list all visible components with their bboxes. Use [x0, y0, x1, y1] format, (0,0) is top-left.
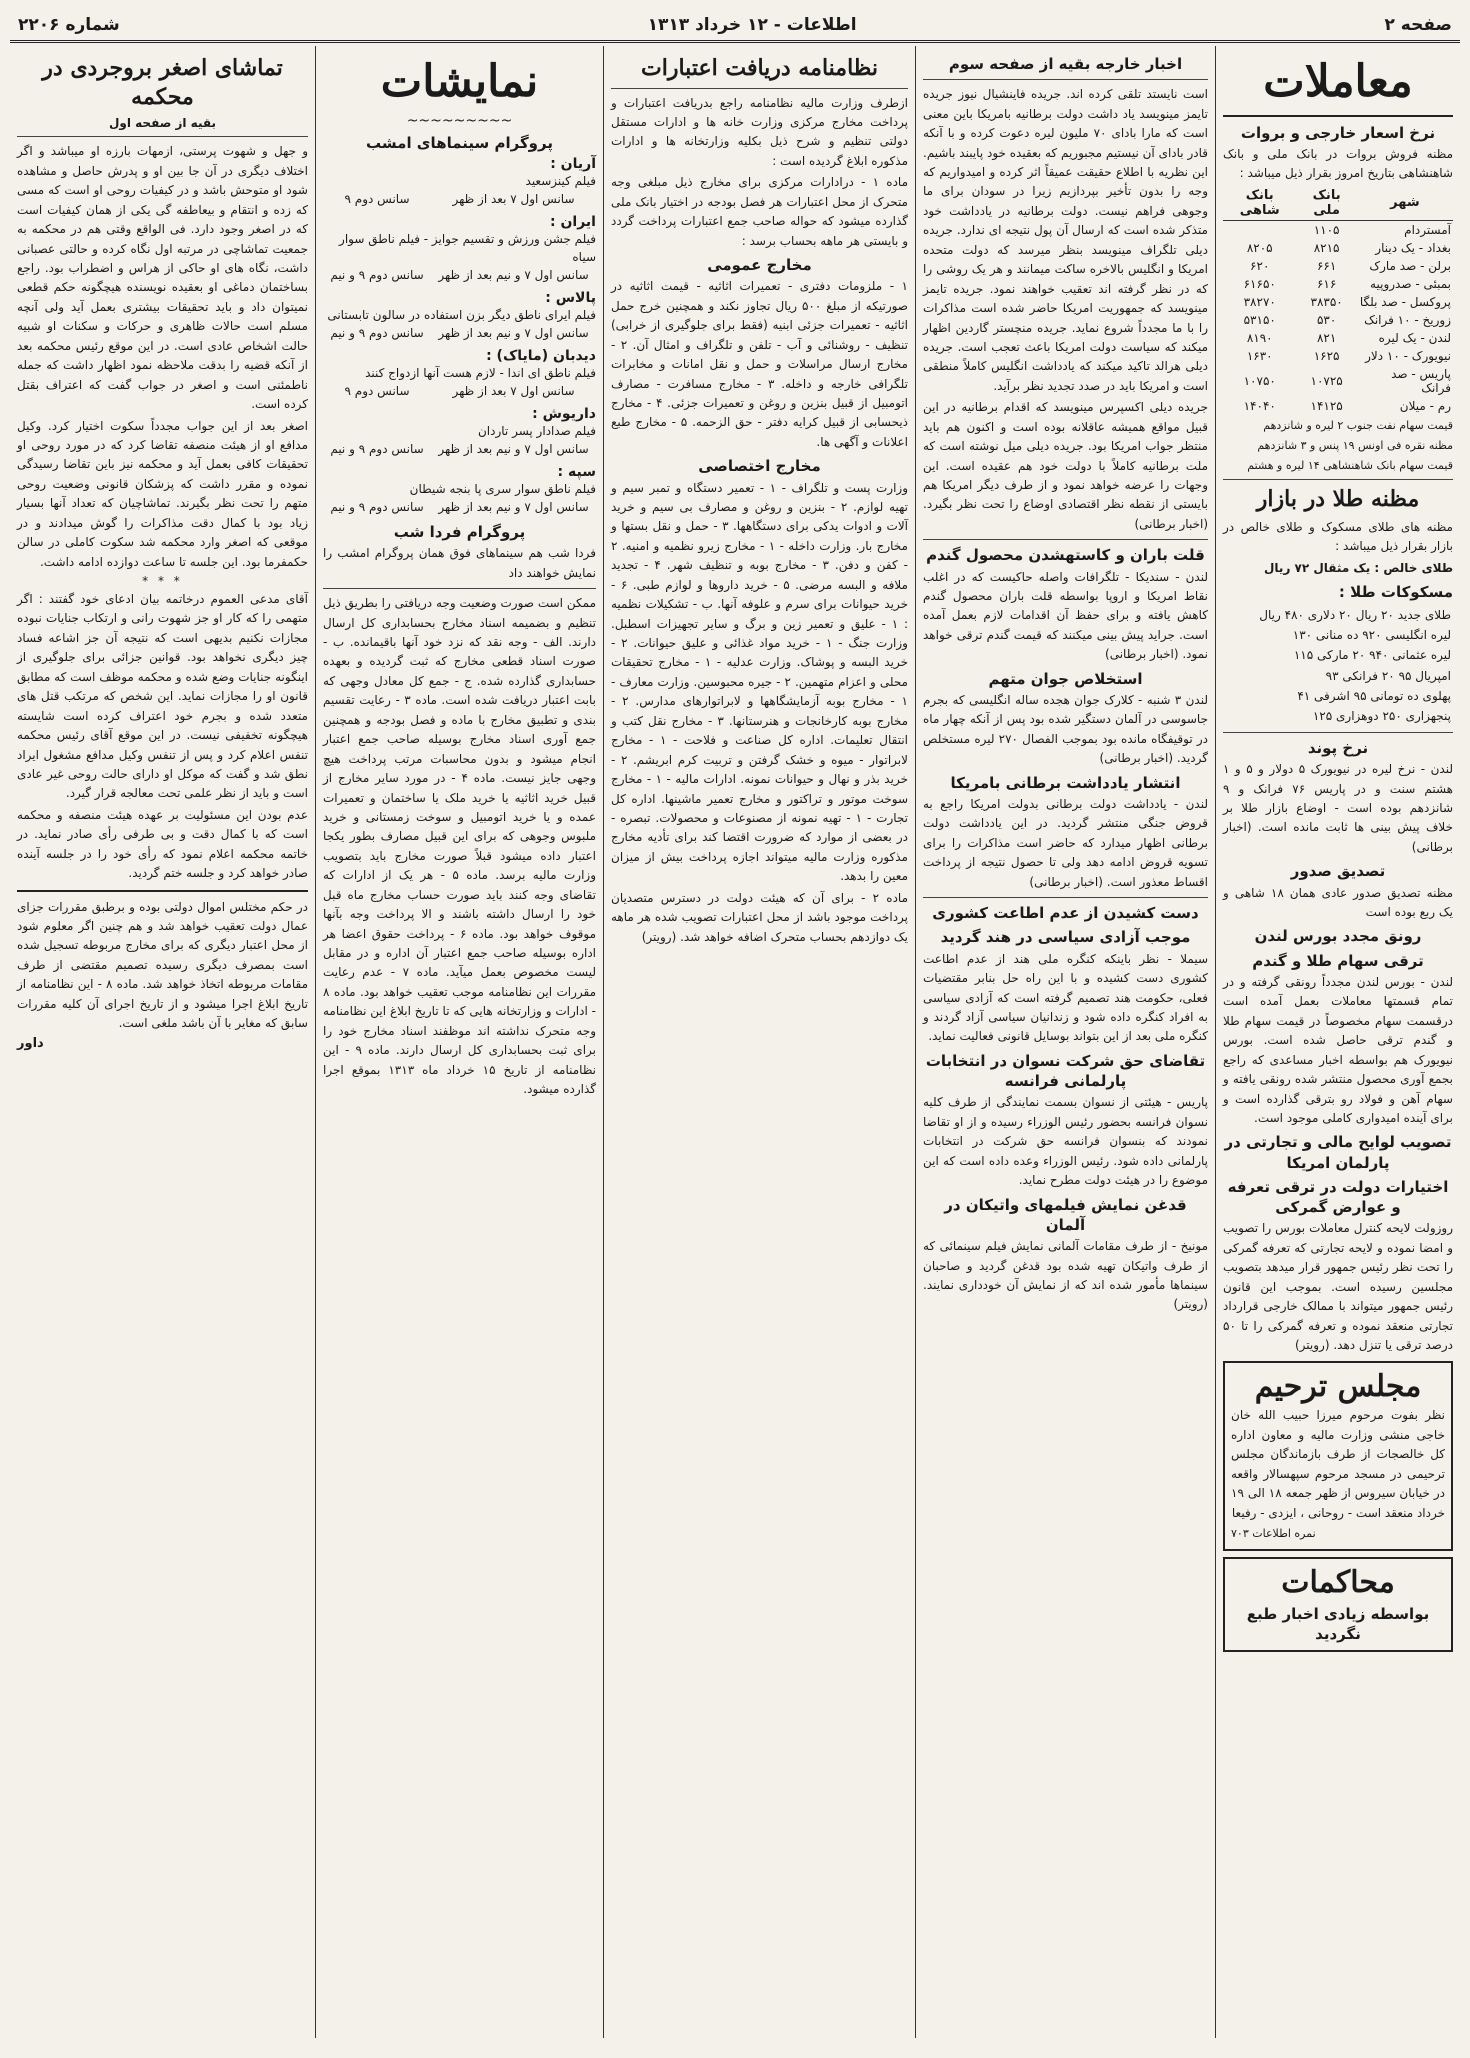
women-text: پاریس - هیئتی از نسوان بسمت نمایندگی از طرف کلیه نسوان فرانسه بحضور رئیس الوزراء رسیده و از او تقاضا نمودند که بنسوان فرانسه حق شرکت در انتخابات پارلمانی داده شود. رئیس الوزراء وعده داده است که این موضوع را در هیئت دولت مطرح نماید. [923, 1095, 1208, 1188]
regulation-continued: ممکن است صورت وضعیت وجه دریافتی را بطریق ذیل تنظیم و بضمیمه اسناد مخارج بحسابداری کل ارسال دارند. الف - وجه نقد که نزد خود آنها باقیمانده. ب - صورت اسناد قطعی مخارج که ثبت گردیده و بعهده حسابداری گذارده شده. ج - جمع کل معادل وجهی که بابت اعتبار دریافت شده است. ماده ۳ - رعایت تقسیم بندی و تطبیق مخارج با ماده و فصل بودجه و همچنین جمع آوری اسناد مخارج بوسیله صاحب جمع اعتبار انجام میشود و بدون محاسبات مرتب پرداخت هیچ وجهی جایز نیست. ماده ۴ - در مورد سایر مخارج از قبیل خرید اثاثیه یا خرید ملک یا ساختمان و تعمیرات عمده و یا خرید اتومبیل و سوخت زمستانی و خرید ملبوس وجوهی که برای این قبیل مصارف بطور یکجا اعتبار داده میشود قبلاً صورت مخارج باید بتصویب وزارت مالیه برسد. ماده ۵ - هر یک از ادارات که تقاضای وجه کنند باید صورت حساب مخارج ماه قبل خود را ارسال داشته باشند و الا پرداخت وجه بآنها موقوف خواهد بود. ماده ۶ - پرداخت حقوق اعضا هر اداره بوسیله صاحب جمع اعتبار آن اداره و در مقابل لیست مخصوص بعمل میآید. ماده ۷ - عدم رعایت مقررات این نظامنامه موجب تعقیب خواهد بود. ماده ۸ - ادارات و وزارتخانه هایی که تا تاریخ ابلاغ این نظامنامه وجه متحرک نداشته اند موظفند اسناد مخارج خود را برای ثبت بحسابداری کل ارسال دارند. ماده ۹ - این نظامنامه از تاریخ ۱۵ خرداد ماه ۱۳۱۳ بموقع اجرا گذارده میشود. [323, 596, 597, 1097]
trade-title: تصویب لوایح مالی و تجارتی در پارلمان امریکا [1224, 1133, 1452, 1172]
memorial-ref: نمره اطلاعات ۷۰۳ [1231, 1527, 1316, 1541]
rates-row [1223, 347, 1453, 365]
rate-value: ۵۳۰ [1316, 312, 1337, 327]
rates-header: شهر [1357, 186, 1453, 221]
foreign-section-head: اخبار خارجه بقیه از صفحه سوم [948, 55, 1183, 73]
rate-value: ۱۰۷۵۰ [1243, 373, 1276, 388]
india-text: سیملا - نظر باینکه کنگره ملی هند از عدم اطاعت کشوری دست کشیده و با این راه حل بنابر مقتضیات فعلی، حکومت هند تصمیم گرفته است که آزادی سیاسی به افراد کنگره داده شود و زندانیان سیاسی آزاد گردند و کنگره ملی بعد از این بتواند بوسایل قانونی فعالیت نماید. [923, 951, 1208, 1044]
cinema-times [323, 382, 596, 400]
cinema-item [323, 406, 596, 458]
rates-row [1223, 239, 1453, 257]
rates-row [1223, 220, 1453, 239]
vatican-film-text: مونیخ - از طرف مقامات آلمانی نمایش فیلم سینمائی که از طرف واتیکان تهیه شده بود قدغن گردید و صاحبان سینماها مأمور شده اند که از نمایش آن خودداری نمایند. (رویتر) [923, 1239, 1208, 1312]
memorial-title: مجلس ترحیم [1254, 1369, 1422, 1405]
rate-city: آمستردام [1404, 222, 1451, 237]
rate-value: ۸۲۱۵ [1313, 240, 1340, 255]
signature: داور [17, 1035, 44, 1051]
rate-value: ۶۶۱ [1316, 258, 1337, 273]
showtime: سانس دوم ۹ و نیم [330, 326, 424, 341]
rate-city: بمبئی - صدروپیه [1370, 276, 1451, 291]
rates-row [1223, 365, 1453, 397]
rate-value: ۱۴۰۴۰ [1243, 398, 1276, 413]
coin-row: پنجهزاری ۲۵۰ دوهزاری ۱۲۵ [1312, 709, 1451, 724]
bourse-text: لندن - بورس لندن مجدداً رونقی گرفته و در تمام قسمتها معاملات بعمل آمده است درقسمت سهام مخصوصاً در قیمت سهام طلا و گندم ترقی حاصل شده است. بورس نیویورک هم بواسطه اخبار مساعدی که راجع بجمع آوری محصول منتشر شده رونقی یافته و سهام آهن و فولاد رو بترقی گذارده است و برای آینده امیدواری کاملی موجود است. [1223, 974, 1453, 1125]
regulation-article: ماده ۱ - درادارات مرکزی برای مخارج ذیل مبلغی وجه متحرک از محل اعتبارات هر فصل بودجه در اختیار بانک ملی گذارده میشود که حواله صاحب جمع اعتبارات پرداخت گردد و بایستی هر ماهه بحساب برسد : [611, 175, 908, 248]
spy-title: استخلاص جوان متهم [988, 669, 1143, 688]
tomorrow-title: پروگرام فردا شب [393, 523, 526, 542]
rate-value: ۳۸۲۷۰ [1243, 294, 1276, 309]
general-expenses: ۱ - ملزومات دفتری - تعمیرات اثاثیه - قیمت اثاثیه در صورتیکه از مبلغ ۵۰۰ ریال تجاوز نکند و همچنین خرج حمل اثاثیه - تعمیرات جزئی ابنیه (فقط برای جلوگیری از خرابی) تنظیف - روشنائی و آب - تلفن و تلگراف و امثال آن. ۲ - مخارج ارسال مراسلات و حمل و نقل امانات و مخابرات تلگرافی خارجه و داخله. ۳ - مخارج مسافرت - مصارف اتومبیل از قبیل بنزین و روغن و تعمیرات جزئی. ۴ - مخارج ذیحسابی از قبیل کرایه دفتر - حق الزحمه. ۵ - مخارج طبع اعلانات و آگهی ها. [611, 279, 909, 449]
column-transactions [1215, 46, 1460, 2038]
rate-city: لندن - یک لیره [1378, 330, 1451, 345]
rate-value: ۶۱۶ [1316, 276, 1337, 291]
divider [611, 88, 908, 89]
rates-header: بانک شاهی [1223, 186, 1296, 221]
coin-row: لیره عثمانی ۹۴۰ ۲۰ مارکی ۱۱۵ [1293, 648, 1451, 663]
rates-row [1223, 397, 1453, 415]
wheat-title: قلت باران و کاستهشدن محصول گندم [926, 546, 1205, 565]
rate-value: ۳۸۳۵۰ [1310, 294, 1343, 309]
newspaper-page [10, 10, 1460, 2038]
memo-title: انتشار یادداشت برطانی بامریکا [950, 773, 1181, 792]
memorial-text: نظر بفوت مرحوم میرزا حبیب الله خان خاجی منشی وزارت مالیه و معاون اداره کل خالصجات از طرف بازماندگان مجلس ترحیمی در مسجد مرحوم سپهسالار واقعه در خیابان سیروس از ظهر جمعه ۱۸ الی ۱۹ خرداد منعقد است - روحانی ، ایزدی - رفیعا [1231, 1408, 1445, 1520]
cinema-item [323, 214, 596, 284]
spy-text: لندن ۳ شنبه - کلارک جوان هجده ساله انگلیسی که بجرم جاسوسی در آلمان دستگیر شده بود پس از آنکه چهار ماه در توقیفگاه مانده بود بموجب الفصال ۲۷۰ لیره مستخلص گردید. (اخبار برطانی) [923, 693, 1208, 766]
rate-value: ۶۱۶۵۰ [1243, 276, 1276, 291]
divider [923, 539, 1208, 540]
confirm-title: تصدیق صدور [1290, 862, 1386, 881]
cinema-times [323, 324, 596, 342]
court-para: اصغر بعد از این جواب مجدداً سکوت اختیار کرد. وکیل مدافع او از هیئت منصفه تقاضا کرد که در مورد روحی او تحقیقات کافی بعمل آید و محکمه نیز باین تقاضا رسیدگی نموده و مقرر داشت که پزشکان قانونی وضعیت روحی متهم را تحت نظر بگیرند. تماشاچیان که تعداد آنها بسیار زیاد بود با کمال دقت مذاکرات را گوش میدادند و در موقعی که اصغر وارد محکمه شد سکوت کاملی در سالن حکمفرما بود. این جلسه تا ساعت دوازده ادامه داشت. [17, 418, 308, 569]
gold-title: مظنه طلا در بازار [1256, 486, 1420, 513]
column-foreign-news [915, 46, 1215, 2038]
divider [17, 136, 308, 137]
divider [923, 79, 1208, 80]
india-title: دست کشیدن از عدم اطاعت کشوری [932, 904, 1199, 923]
showtime: سانس اول ۷ و نیم بعد از ظهر [438, 500, 589, 515]
program-title: پروگرام سینماهای امشب [366, 133, 553, 152]
rate-value: ۸۲۱ [1316, 330, 1337, 345]
general-expenses-title: مخارج عمومی [707, 256, 812, 275]
showtime: سانس دوم ۹ و نیم [330, 442, 424, 457]
special-expenses-title: مخارج اختصاصی [698, 457, 821, 476]
bond-text: لندن - نرخ لیره در نیویورک ۵ دولار و ۵ و ۱ هشتم سنت و در پاریس ۷۶ فرانک و ۹ شانزدهم بوده است - اوضاع بازار طلا بر خلاف پیش بینی ها ثابت مانده است. (اخبار برطانی) [1223, 762, 1454, 854]
column-court [10, 46, 315, 2038]
vatican-film-title: قدغن نمایش فیلمهای واتیکان در آلمان [944, 1195, 1187, 1234]
rate-value: ۶۲۰ [1250, 258, 1270, 273]
showtime: سانس اول ۷ و نیم بعد از ظهر [438, 442, 589, 457]
cinema-item [323, 464, 596, 516]
column-shows [315, 46, 603, 2038]
cinema-film: فیلم ایرای ناطق دیگر بزن استفاده در سالون تابستانی [327, 308, 596, 323]
divider [1223, 479, 1453, 480]
continued-note: بقیه از صفحه اول [108, 116, 216, 131]
court-title: تماشای اصغر بروجردی در محکمه [42, 55, 283, 110]
showtime: سانس دوم ۹ [344, 384, 410, 399]
showtime: سانس دوم ۹ و نیم [330, 500, 424, 515]
showtime: سانس دوم ۹ و نیم [330, 268, 424, 283]
cinema-name: ایران : [550, 214, 596, 231]
tomorrow-text: فردا شب هم سینماهای فوق همان پروگرام امشب را نمایش خواهند داد [323, 546, 596, 580]
rate-value [1223, 220, 1296, 239]
divider [923, 897, 1208, 898]
rates-header-row [1223, 186, 1453, 221]
memorial-box [1223, 1361, 1453, 1550]
exchange-rates-table [1223, 186, 1453, 415]
rate-city: نیویورک - ۱۰ دلار [1365, 348, 1451, 363]
coin-row: طلای جدید ۲۰ ریال ۲۰ دلاری ۴۸۰ ریال [1259, 607, 1451, 622]
rates-row [1223, 293, 1453, 311]
bourse-title: رونق مجدد بورس لندن [1254, 927, 1422, 946]
rates-intro: مظنه فروش بروات در بانک ملی و بانک شاهنشاهی بتاریخ امروز بقرار ذیل میباشد : [1223, 147, 1453, 181]
showtime: سانس اول ۷ بعد از ظهر [452, 192, 575, 207]
rate-value: ۱۰۷۲۵ [1310, 373, 1343, 388]
special-expenses: وزارت پست و تلگراف - ۱ - تعمیر دستگاه و تمبر سیم و تهیه لوازم. ۲ - بنزین و روغن و مصارف بی سیم و خرید آلات و ادوات یدکی برای دستگاهها. ۳ - حمل و نقل بستها و مخارج بار. وزارت داخله - ۱ - مخارج زیرو نظمیه و امنیه. ۲ - کفن و دفن. ۳ - مخارج بوبه و تنظیف شهر. ۴ - تجدید ملافه و البسه مرضی. ۵ - خرید داروها و لوازم طبی. ۶ - خرید حیوانات برای سرم و علوفه آنها. ب - تشکیلات نظمیه : ۱ - علیق و تعمیر زین و برگ و سایر تجهیزات اسطبل. وزارت جنگ - ۱ - خرید مواد غذائی و علیق حیوانات. ۲ - خرید البسه و پوشاک. وزارت عدلیه - ۱ - مخارج تحقیقات محلی و اعزام متهمین. ۲ - جیره محبوسین. وزارت معارف - ۱ - مخارج بوبه آزمایشگاهها و لابراتوارهای مدارس. ۲ - مخارج بوبه کارخانجات و هنرستانها. ۳ - مخارج نقل کتب و انتقال تعلیمات. اداره کل صناعت و فلاحت - ۱ - مخارج لابراتوار - میوه و خشک گرفتن و تربیت کرم ابریشم. ۲ - خرید بذر و نهال و حیوانات نمونه. ادارات مالیه - ۱ - مخارج سوخت موتور و تراکتور و مخارج تعمیر ماشینها. اداره کل تجارت - ۱ - تهیه نمونه از مصنوعات و محصولات. تبصره - در بعضی از موارد که ضرورت اقتضا کند برای تأدیه مخارج مذکوره وزارت مالیه میتواند اجازه پرداخت بیش از میزان معین را بدهد. [611, 480, 909, 884]
pure-gold: طلای خالص : یک مثقال ۷۲ ریال [1264, 560, 1453, 575]
rate-city: برلن - صد مارک [1369, 258, 1451, 273]
cinema-film: فیلم کینزسعید [525, 174, 596, 189]
rate-value: ۱۱۰۵ [1313, 222, 1340, 237]
india-subtitle: موجب آزادی سیاسی در هند گردید [940, 928, 1191, 947]
courts-title: محاکمات [1281, 1564, 1395, 1600]
bank-shares: قیمت سهام بانک شاهنشاهی ۱۴ لیره و هشتم [1247, 458, 1453, 472]
foreign-para: است نایستد تلقی کرده اند. جریده فاینشیال نیوز جریده تایمز مینویسد یاد داشت دولت برطانیه بامریکا باین معنی است که مارا بادای ۷۰ ملیون لیره دعوت کرده و با آنکه قادر بادای آن نیستیم مجبوریم که بعقیده خود پایبند باشیم. این نظریه با اطلاع حقیقت عمیقاً اثر کرده و امیدواریم که وجه را بدون تأخیر بپردازیم زیرا در سودان برای ما وجوهی فراهم نیست. دولت برطانیه در یادداشت خود متذکر شده است که ارسال آن پول نتیجه ای ندارد. جریده دیلی تلگراف مینویسد بنظر میرسد که دولت متحده امریکا و انگلیس بالاخره ساکت میمانند و هر یک روشی را که در نظر گرفته اند تعقیب خواهند نمود. جریده تایمز مینویسد که جمهوریت امریکا حاضر شده است مذاکرات را با ما مجدداً شروع نماید. جریده منچستر گاردین اظهار میکند که سیاست دولت امریکا باعث تعجب است. جریده دیلی هرالد تاکید میکند که یادداشت انگلیس کاملاً منطقی است و امریکا باید در صدد تجدید نظر برآید. [923, 87, 1208, 393]
court-para: عدم بودن این مسئولیت بر عهده هیئت منصفه و محکمه است که با کمال دقت و بی طرفی رأی صادر نماید. در خاتمه محکمه اعلام نمود که رأی خود را در جلسه آینده صادر خواهد کرد و جلسه ختم گردید. [17, 807, 308, 881]
showtime: سانس دوم ۹ [344, 192, 410, 207]
coin-row: پهلوی ده تومانی ۹۵ اشرفی ۴۱ [1297, 689, 1451, 704]
divider [323, 588, 596, 589]
ornament: ~~~~~~~~~ [406, 112, 513, 129]
cinema-times [323, 190, 596, 208]
divider [17, 890, 308, 892]
cinema-name: پالاس : [545, 290, 596, 307]
separator-stars: * * * [142, 574, 183, 588]
rate-value: ۱۴۱۲۵ [1310, 398, 1343, 413]
cinema-film: فیلم ناطق سوار سری پا بنجه شیطان [409, 482, 596, 497]
regulation-title: نظامنامه دریافت اعتبارات [641, 55, 878, 81]
rate-value: ۸۱۹۰ [1246, 330, 1273, 345]
cinema-list [323, 156, 596, 516]
coin-row: لیره انگلیسی ۹۲۰ ده منانی ۱۳۰ [1292, 627, 1451, 642]
court-para: و جهل و شهوت پرستی، ازمهات بارزه او میباشد و اگر اختلاف دیگری در آن جا بین او و پدرش حاصل و مشاهده شود او متوحش باشد و در کیفیات روحی او است که مسی که زده و انتقام و بیعاطفه گی یکی از همان کیفیات است که در اصغر وجود دارد. فی الواقع وقتی هم در محکمه به جمعیت تماشاچی در مرتبه اول نگاه کرده و حالتی عصبانی داشت، نگاه های او حاکی از هراس و اضطراب بود. راجع بساختمان دماغی او بعقیده نویسنده هیچگونه حکم قطعی نمیتوان داد و باید تحقیقات بیشتری بعمل آید ولی آنچه مسلم است حالات ظاهری و حرکات و سکنات او شبیه حالت اشخاص عادی است. در این موقع رئیس محکمه بعد از آنکه قضیه را بدقت ملاحظه نمود اظهار داشت که جمله ناطمئنی است و اصغر در جواب گفت که اعتراف بقتل کرده است. [17, 144, 308, 412]
trade-text: روزولت لایحه کنترل معاملات بورس را تصویب و امضا نموده و لایحه تجارتی که تعرفه گمرکی را تحت نظر رئیس جمهور قرار میدهد بتصویب مجلسین رسیده است. بموجب این قانون رئیس جمهور میتواند با ممالک خارجی قرارداد تجارتی منعقد نموده و تعرفه گمرکی را تا ۵۰ درصد ترقی یا تنزل دهد. (رویتر) [1223, 1221, 1453, 1353]
rate-value: ۱۶۲۵ [1313, 348, 1340, 363]
coins-list [1223, 605, 1453, 727]
rate-value: ۸۲۰۵ [1246, 240, 1273, 255]
cinema-name: داریوش : [532, 406, 596, 423]
women-title: تقاضای حق شرکت نسوان در انتخابات پارلمانی فرانسه [925, 1051, 1206, 1091]
page-header [10, 10, 1460, 43]
cinema-name: دیدبان (مایاک) : [486, 348, 596, 365]
rate-value: ۵۳۱۵۰ [1243, 312, 1276, 327]
rate-city: رم - میلان [1399, 398, 1451, 413]
regulation-notice: در حکم مختلس اموال دولتی بوده و برطبق مقررات جزای عمال دولت تعقیب خواهد شد و هم چنین اگر معلوم شود از محل اعتبار دیگری که برای مخارج مربوطه تسجیل شده است بمصرف دیگری رسیده تصمیم مقتضی از طرف مقامات مربوطه اتخاذ خواهد شد. ماده ۸ - این نظامنامه از تاریخ ابلاغ اجرا میشود و از تاریخ اجرای آن کلیه مقررات سابق که مغایر با آن باشد ملغی است. [17, 899, 308, 1031]
rates-header: بانک ملی [1296, 186, 1356, 221]
cinema-film: فیلم جشن ورزش و تقسیم جوایز - فیلم ناطق سوار سیاه [339, 232, 596, 265]
cinema-times [323, 266, 596, 284]
showtime: سانس اول ۷ و نیم بعد از ظهر [438, 268, 589, 283]
rates-row [1223, 329, 1453, 347]
wheat-text: لندن - سندیکا - تلگرافات واصله حاکیست که در اغلب نقاط امریکا و اروپا بواسطه قلت باران محصول گندم کاهش یافته و برای حفظ آن اقدامات لازم بعمل آمده است. جراید پیش بینی میکنند که قیمت گندم ترقی خواهد نمود. (اخبار برطانی) [923, 569, 1208, 662]
courts-text: بواسطه زیادی اخبار طبع نگردید [1246, 1604, 1430, 1644]
cinema-item [323, 156, 596, 208]
rates-row [1223, 275, 1453, 293]
bourse-subtitle: ترقی سهام طلا و گندم [1252, 951, 1424, 970]
silver-price: مظنه نقره فی اونس ۱۹ پنس و ۳ شانزدهم [1257, 438, 1453, 452]
confirm-text: مظنه تصدیق صدور عادی همان ۱۸ شاهی و یک ربع بوده است [1223, 885, 1453, 919]
rates-title: نرخ اسعار خارجی و بروات [1240, 123, 1436, 142]
cinema-name: آریان : [550, 156, 596, 173]
memo-text: لندن - یادداشت دولت برطانی بدولت امریکا راجع به قروض جنگی منتشر گردید. در این یادداشت دولت برطانی اظهار میدارد که حاضر است مذاکرات را برای تسویه قروض ادامه دهد ولی تا حصول نتیجه از پرداخت اقساط معذور است. (اخبار برطانی) [923, 797, 1208, 889]
cinema-name: سپه : [557, 464, 596, 481]
coins-title: مسکوکات طلا : [1338, 583, 1453, 602]
rate-city: پروکسل - صد بلگا [1359, 294, 1451, 309]
gold-intro: مظنه های طلای مسکوک و طلای خالص در بازار بقرار ذیل میباشد : [1223, 519, 1453, 554]
column-regulation [603, 46, 915, 2038]
bond-title: نرخ پوند [1307, 738, 1369, 757]
transactions-title: معاملات [1263, 56, 1413, 107]
oil-shares: قیمت سهام نفت جنوب ۲ لیره و شانزدهم [1263, 418, 1453, 432]
regulation-article: ماده ۲ - برای آن که هیئت دولت در دسترس متصدیان پرداخت موجود باشد از محل اعتبارات تصویب شده هر ماهه یک دوازدهم بحساب متحرک اضافه خواهد شد. (رویتر) [611, 890, 908, 944]
rate-city: بغداد - یک دینار [1375, 240, 1451, 255]
issue-date: اطلاعات - ۱۲ خرداد ۱۳۱۳ [647, 15, 857, 35]
page-number: صفحه ۲ [1384, 15, 1452, 35]
rates-row [1223, 311, 1453, 329]
court-para: آقای مدعی العموم درخاتمه بیان ادعای خود گفتند : اگر متهمی را که کار او جز شهوت رانی و ارتکاب جنایات نبوده مجازات نکنیم بدیهی است که نتیجه آن جز اشاعه فساد چیز دیگری نخواهد بود. قوانین جزائی برای جلوگیری از اینگونه جنایات وضع شده و محکمه موظف است که مطابق قانون او را مجازات نماید. این شخص که مرتکب قتل های متعدد شده و بجرم خود اعتراف کرده است شایسته هیچگونه تخفیفی نیست. در این موقع آقای رئیس محکمه تنفس اعلام کرد و پس از تنفس وکیل مدافع مشغول ایراد نطق شد و گفت که موکل او دارای حالت روحی غیر عادی است و باید از نظر علمی تحت معالجه قرار گیرد. [17, 592, 308, 801]
cinema-item [323, 348, 596, 400]
foreign-para: جریده دیلی اکسپرس مینویسد که اقدام برطانیه در این قبیل مواقع همیشه عاقلانه بوده است و اکنون هم باید منتظر جواب امریکا بود. جریده دیلی میل نوشته است که ملت برطانیه کاملاً با دولت خود هم عقیده است. این وجهات را عرضه خواهد نمود و از طرف دیگر امریکا هم بایستی از نقطه نظر اقتصادی اوضاع را تحت نظر بگیرد. (اخبار برطانی) [923, 400, 1208, 531]
divider [1223, 115, 1453, 117]
coin-row: امپریال ۹۵ ۲۰ فرانکی ۹۳ [1325, 668, 1451, 683]
cinema-times [323, 498, 596, 516]
rates-row [1223, 257, 1453, 275]
rates-body [1223, 220, 1453, 415]
rate-city: پاریس - صد فرانک [1391, 366, 1451, 395]
rate-value: ۱۶۳۰ [1246, 348, 1273, 363]
shows-title: نمایشات [380, 56, 539, 107]
divider [1223, 732, 1453, 733]
cinema-item [323, 290, 596, 342]
issue-number: شماره ۲۲۰۶ [18, 15, 120, 35]
regulation-intro: ازطرف وزارت مالیه نظامنامه راجع بدریافت اعتبارات و پرداخت مخارج مرکزی وزارت خانه ها و ادارات مستقل دولتی تنظیم و شرح ذیل بکلیه وزارتخانه ها و ادارات مذکوره ابلاغ گردیده است : [611, 95, 908, 168]
cinema-film: فیلم ناطق ای اندا - لازم هست آنها ازدواج کنند [365, 366, 596, 381]
showtime: سانس اول ۷ بعد از ظهر [452, 384, 575, 399]
cinema-film: فیلم صدادار پسر تاردان [477, 424, 596, 439]
courts-box [1223, 1557, 1453, 1653]
cinema-times [323, 440, 596, 458]
rate-city: زوریخ - ۱۰ فرانک [1364, 312, 1451, 327]
showtime: سانس اول ۷ و نیم بعد از ظهر [438, 326, 589, 341]
trade-subtitle: اختیارات دولت در ترقی تعرفه و عوارض گمرکی [1227, 1177, 1449, 1217]
